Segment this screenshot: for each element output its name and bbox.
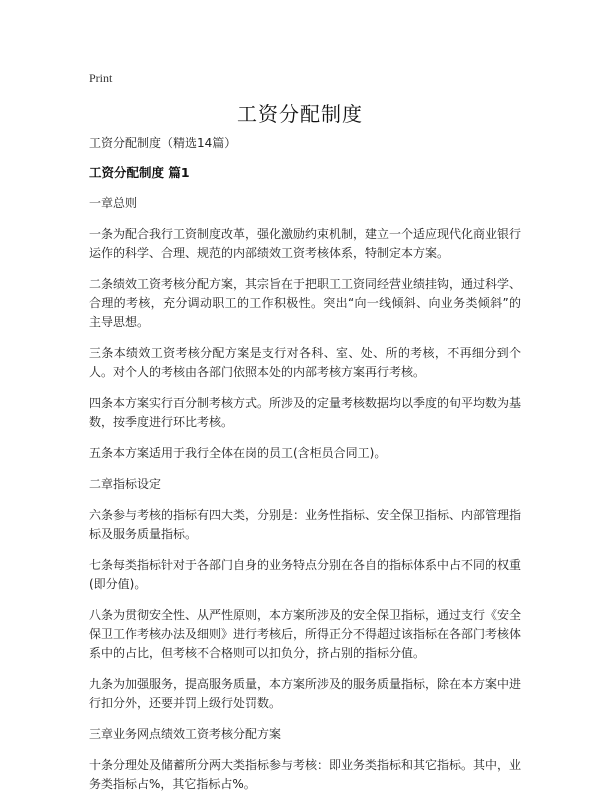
paragraph: 一条为配合我行工资制度改革，强化激励约束机制，建立一个适应现代化商业银行运作的科学、合理、规范的内部绩效工资考核体系，特制定本方案。 bbox=[89, 227, 522, 260]
paragraph: 九条为加强服务，提高服务质量，本方案所涉及的服务质量指标，除在本方案中进行扣分外，还要并罚上级行处罚数。 bbox=[89, 677, 522, 710]
paragraph: 七条每类指标针对于各部门自身的业务特点分别在各自的指标体系中占不同的权重(即分值)。 bbox=[89, 558, 522, 591]
document-subtitle: 工资分配制度（精选14篇） bbox=[89, 136, 237, 150]
paragraph: 八条为贯彻安全性、从严性原则，本方案所涉及的安全保卫指标，通过支行《安全保卫工作考核办法及细则》进行考核后，所得正分不得超过该指标在各部门考核体系中的占比，但考核不合格则可以扣负分，挤占别的指标分值。 bbox=[89, 608, 522, 660]
paragraph: 六条参与考核的指标有四大类，分别是：业务性指标、安全保卫指标、内部管理指标及服务质量指标。 bbox=[89, 508, 522, 541]
section-heading: 工资分配制度 篇1 bbox=[89, 165, 190, 180]
document-title: 工资分配制度 bbox=[237, 102, 363, 126]
paragraph: 五条本方案适用于我行全体在岗的员工(含柜员合同工)。 bbox=[89, 446, 387, 460]
chapter-heading: 三章业务网点绩效工资考核分配方案 bbox=[89, 727, 282, 741]
paragraph: 二条绩效工资考核分配方案，其宗旨在于把职工工资同经营业绩挂钩，通过科学、合理的考核，充分调动职工的工作积极性。突出“向一线倾斜、向业务类倾斜”的主导思想。 bbox=[89, 277, 522, 329]
chapter-heading: 二章指标设定 bbox=[89, 477, 162, 491]
paragraph: 十条分理处及储蓄所分两大类指标参与考核：即业务类指标和其它指标。其中，业务类指标占%，其它指标占%。 bbox=[89, 758, 522, 791]
paragraph: 四条本方案实行百分制考核方式。所涉及的定量考核数据均以季度的旬平均数为基数，按季度进行环比考核。 bbox=[89, 396, 522, 429]
document-body bbox=[89, 134, 521, 806]
chapter-heading: 一章总则 bbox=[89, 196, 138, 210]
paragraph: 三条本绩效工资考核分配方案是支行对各科、室、处、所的考核，不再细分到个人。对个人的考核由各部门依照本处的内部考核方案再行考核。 bbox=[89, 346, 521, 379]
print-label: Print bbox=[89, 71, 113, 85]
